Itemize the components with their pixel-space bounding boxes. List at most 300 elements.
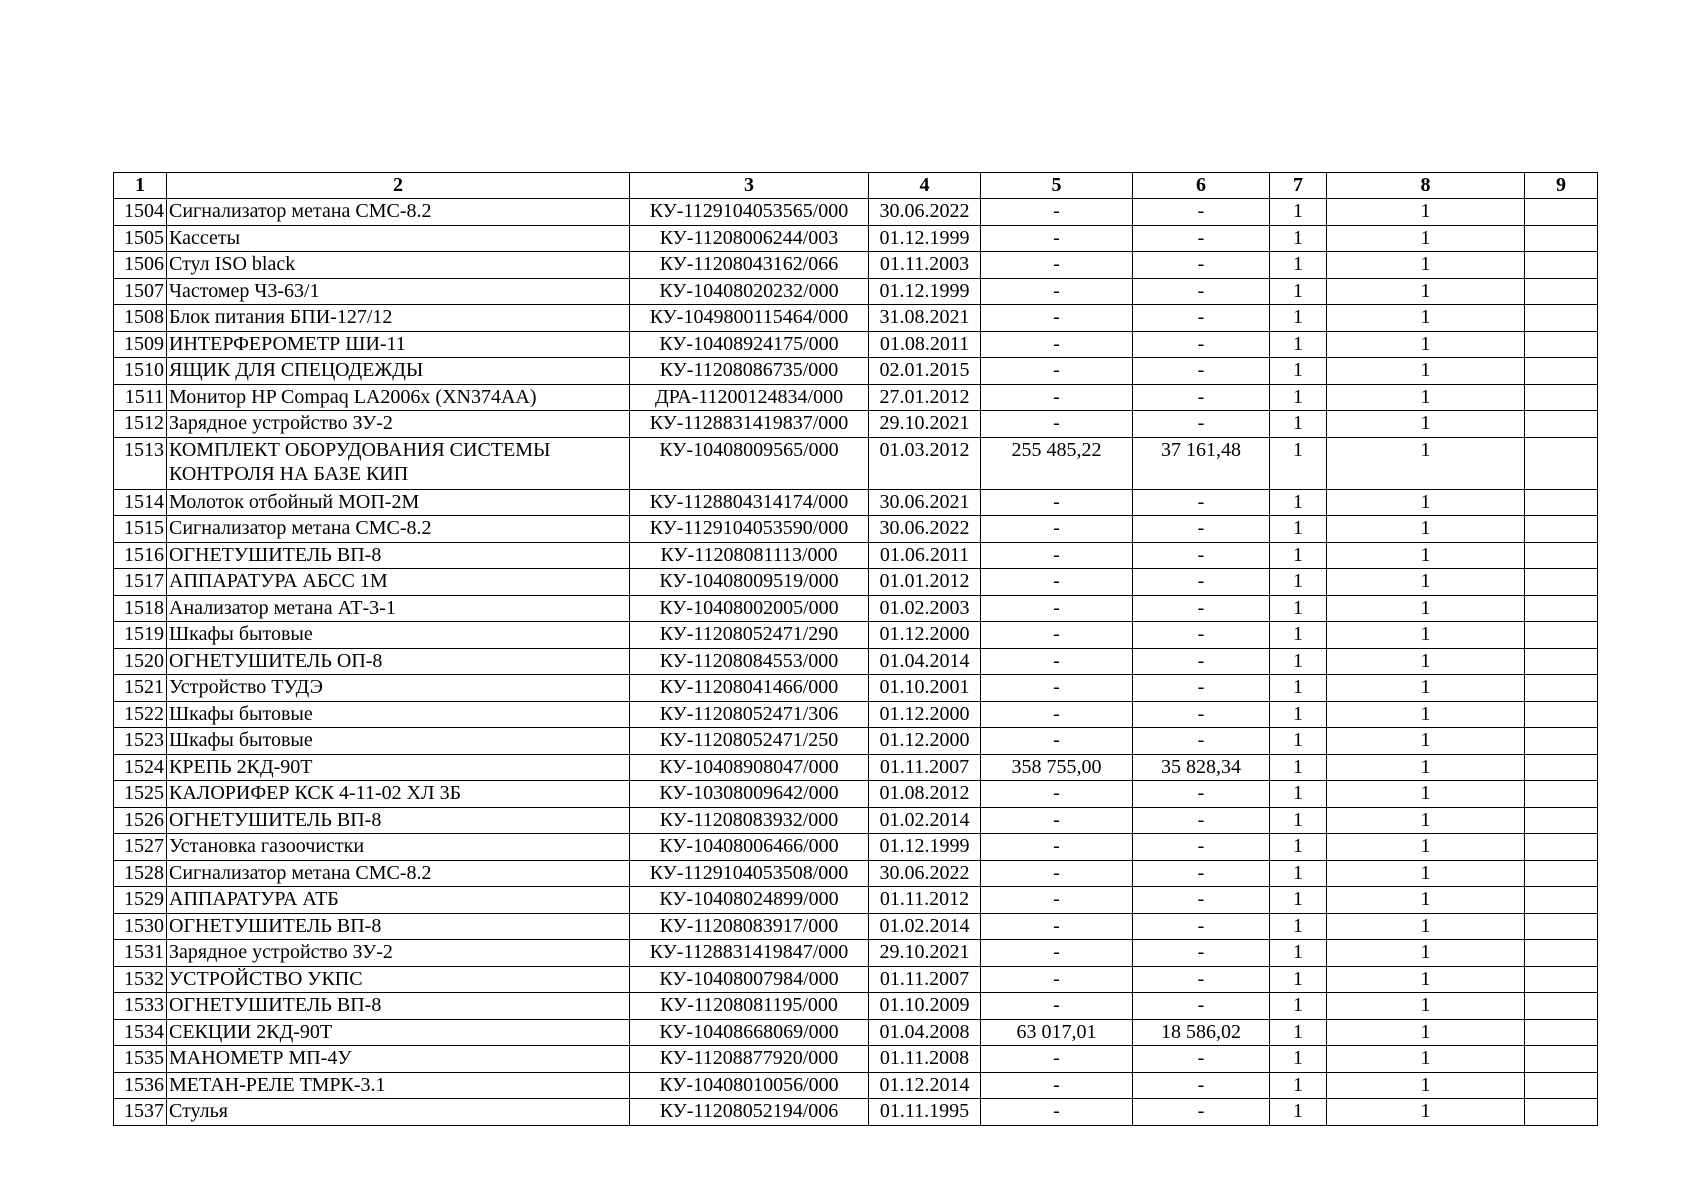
table-row: [114, 860, 1598, 887]
value-cell: -: [981, 807, 1133, 834]
row-number-cell: 1509: [114, 331, 167, 358]
inventory-code-cell: КУ-1129104053590/000: [630, 516, 869, 543]
value-cell: -: [981, 675, 1133, 702]
table-row: [114, 675, 1598, 702]
inventory-code-cell: КУ-11208052471/250: [630, 728, 869, 755]
date-cell: 01.12.2000: [869, 701, 981, 728]
count-cell: 1: [1327, 384, 1525, 411]
row-number-cell: 1524: [114, 754, 167, 781]
value-cell: -: [981, 225, 1133, 252]
date-cell: 29.10.2021: [869, 411, 981, 438]
row-number-cell: 1522: [114, 701, 167, 728]
residual-value-cell: 35 828,34: [1133, 754, 1270, 781]
quantity-cell: 1: [1270, 437, 1327, 489]
residual-value-cell: -: [1133, 728, 1270, 755]
item-name-cell: Сигнализатор метана СМС-8.2: [167, 860, 630, 887]
residual-value-cell: -: [1133, 411, 1270, 438]
table-row: [114, 1019, 1598, 1046]
inventory-code-cell: КУ-1128804314174/000: [630, 489, 869, 516]
quantity-cell: 1: [1270, 701, 1327, 728]
value-cell: -: [981, 648, 1133, 675]
row-number-cell: 1508: [114, 305, 167, 332]
count-cell: 1: [1327, 728, 1525, 755]
quantity-cell: 1: [1270, 595, 1327, 622]
count-cell: 1: [1327, 411, 1525, 438]
note-cell: [1525, 437, 1598, 489]
column-header: 7: [1270, 173, 1327, 199]
date-cell: 01.11.2012: [869, 887, 981, 914]
inventory-code-cell: КУ-11208084553/000: [630, 648, 869, 675]
residual-value-cell: -: [1133, 887, 1270, 914]
quantity-cell: 1: [1270, 675, 1327, 702]
quantity-cell: 1: [1270, 252, 1327, 279]
quantity-cell: 1: [1270, 940, 1327, 967]
table-row: [114, 305, 1598, 332]
item-name-cell: Сигнализатор метана СМС-8.2: [167, 199, 630, 226]
item-name-cell: Шкафы бытовые: [167, 728, 630, 755]
residual-value-cell: -: [1133, 542, 1270, 569]
item-name-cell: ОГНЕТУШИТЕЛЬ ВП-8: [167, 542, 630, 569]
inventory-code-cell: КУ-10408009565/000: [630, 437, 869, 489]
quantity-cell: 1: [1270, 993, 1327, 1020]
note-cell: [1525, 648, 1598, 675]
inventory-code-cell: КУ-11208052194/006: [630, 1099, 869, 1126]
table-row: [114, 834, 1598, 861]
value-cell: -: [981, 542, 1133, 569]
note-cell: [1525, 860, 1598, 887]
item-name-cell: Кассеты: [167, 225, 630, 252]
date-cell: 01.12.2000: [869, 622, 981, 649]
date-cell: 01.08.2011: [869, 331, 981, 358]
table-row: [114, 384, 1598, 411]
residual-value-cell: -: [1133, 278, 1270, 305]
table-row: [114, 437, 1598, 489]
inventory-code-cell: КУ-11208081113/000: [630, 542, 869, 569]
count-cell: 1: [1327, 913, 1525, 940]
date-cell: 02.01.2015: [869, 358, 981, 385]
table-row: [114, 569, 1598, 596]
row-number-cell: 1512: [114, 411, 167, 438]
inventory-code-cell: КУ-11208083917/000: [630, 913, 869, 940]
value-cell: -: [981, 940, 1133, 967]
residual-value-cell: -: [1133, 199, 1270, 226]
item-name-cell: ОГНЕТУШИТЕЛЬ ВП-8: [167, 913, 630, 940]
table-row: [114, 1072, 1598, 1099]
table-row: [114, 993, 1598, 1020]
note-cell: [1525, 728, 1598, 755]
value-cell: -: [981, 1099, 1133, 1126]
value-cell: 63 017,01: [981, 1019, 1133, 1046]
note-cell: [1525, 675, 1598, 702]
inventory-code-cell: КУ-1049800115464/000: [630, 305, 869, 332]
inventory-code-cell: КУ-10408009519/000: [630, 569, 869, 596]
inventory-code-cell: КУ-11208086735/000: [630, 358, 869, 385]
note-cell: [1525, 225, 1598, 252]
item-name-cell: МАНОМЕТР МП-4У: [167, 1046, 630, 1073]
date-cell: 01.02.2003: [869, 595, 981, 622]
column-header: 9: [1525, 173, 1598, 199]
row-number-cell: 1527: [114, 834, 167, 861]
value-cell: -: [981, 966, 1133, 993]
date-cell: 01.12.2000: [869, 728, 981, 755]
inventory-code-cell: КУ-1129104053508/000: [630, 860, 869, 887]
value-cell: -: [981, 516, 1133, 543]
item-name-cell: СЕКЦИИ 2КД-90Т: [167, 1019, 630, 1046]
quantity-cell: 1: [1270, 648, 1327, 675]
inventory-code-cell: КУ-10408006466/000: [630, 834, 869, 861]
row-number-cell: 1504: [114, 199, 167, 226]
date-cell: 01.11.2007: [869, 966, 981, 993]
residual-value-cell: 37 161,48: [1133, 437, 1270, 489]
note-cell: [1525, 834, 1598, 861]
note-cell: [1525, 940, 1598, 967]
date-cell: 01.08.2012: [869, 781, 981, 808]
count-cell: 1: [1327, 331, 1525, 358]
residual-value-cell: -: [1133, 358, 1270, 385]
value-cell: -: [981, 1072, 1133, 1099]
count-cell: 1: [1327, 358, 1525, 385]
count-cell: 1: [1327, 648, 1525, 675]
date-cell: 01.11.1995: [869, 1099, 981, 1126]
value-cell: -: [981, 860, 1133, 887]
table-row: [114, 595, 1598, 622]
value-cell: -: [981, 358, 1133, 385]
residual-value-cell: -: [1133, 913, 1270, 940]
date-cell: 01.12.2014: [869, 1072, 981, 1099]
residual-value-cell: -: [1133, 569, 1270, 596]
quantity-cell: 1: [1270, 622, 1327, 649]
residual-value-cell: -: [1133, 966, 1270, 993]
count-cell: 1: [1327, 860, 1525, 887]
count-cell: 1: [1327, 516, 1525, 543]
inventory-code-cell: КУ-10408020232/000: [630, 278, 869, 305]
row-number-cell: 1513: [114, 437, 167, 489]
note-cell: [1525, 489, 1598, 516]
date-cell: 01.11.2007: [869, 754, 981, 781]
row-number-cell: 1526: [114, 807, 167, 834]
row-number-cell: 1525: [114, 781, 167, 808]
row-number-cell: 1532: [114, 966, 167, 993]
inventory-code-cell: КУ-10308009642/000: [630, 781, 869, 808]
note-cell: [1525, 754, 1598, 781]
item-name-cell: Устройство ТУДЭ: [167, 675, 630, 702]
quantity-cell: 1: [1270, 1019, 1327, 1046]
table-row: [114, 754, 1598, 781]
row-number-cell: 1536: [114, 1072, 167, 1099]
date-cell: 01.11.2008: [869, 1046, 981, 1073]
table-row: [114, 966, 1598, 993]
quantity-cell: 1: [1270, 278, 1327, 305]
residual-value-cell: -: [1133, 595, 1270, 622]
date-cell: 29.10.2021: [869, 940, 981, 967]
count-cell: 1: [1327, 1019, 1525, 1046]
value-cell: -: [981, 834, 1133, 861]
table-row: [114, 358, 1598, 385]
row-number-cell: 1518: [114, 595, 167, 622]
quantity-cell: 1: [1270, 728, 1327, 755]
column-header: 5: [981, 173, 1133, 199]
item-name-cell: ЯЩИК ДЛЯ СПЕЦОДЕЖДЫ: [167, 358, 630, 385]
row-number-cell: 1519: [114, 622, 167, 649]
note-cell: [1525, 411, 1598, 438]
table-row: [114, 278, 1598, 305]
quantity-cell: 1: [1270, 199, 1327, 226]
date-cell: 01.12.1999: [869, 278, 981, 305]
value-cell: -: [981, 331, 1133, 358]
quantity-cell: 1: [1270, 569, 1327, 596]
residual-value-cell: -: [1133, 1046, 1270, 1073]
value-cell: -: [981, 728, 1133, 755]
row-number-cell: 1516: [114, 542, 167, 569]
count-cell: 1: [1327, 199, 1525, 226]
row-number-cell: 1535: [114, 1046, 167, 1073]
value-cell: 358 755,00: [981, 754, 1133, 781]
inventory-code-cell: КУ-10408668069/000: [630, 1019, 869, 1046]
count-cell: 1: [1327, 1046, 1525, 1073]
table-row: [114, 940, 1598, 967]
quantity-cell: 1: [1270, 1099, 1327, 1126]
residual-value-cell: -: [1133, 807, 1270, 834]
inventory-code-cell: КУ-11208041466/000: [630, 675, 869, 702]
date-cell: 27.01.2012: [869, 384, 981, 411]
table-row: [114, 913, 1598, 940]
residual-value-cell: -: [1133, 648, 1270, 675]
quantity-cell: 1: [1270, 807, 1327, 834]
item-name-cell: КАЛОРИФЕР КСК 4-11-02 ХЛ 3Б: [167, 781, 630, 808]
quantity-cell: 1: [1270, 489, 1327, 516]
quantity-cell: 1: [1270, 542, 1327, 569]
quantity-cell: 1: [1270, 781, 1327, 808]
inventory-code-cell: КУ-10408924175/000: [630, 331, 869, 358]
note-cell: [1525, 622, 1598, 649]
table-header-row: [114, 173, 1598, 199]
count-cell: 1: [1327, 278, 1525, 305]
note-cell: [1525, 1099, 1598, 1126]
note-cell: [1525, 358, 1598, 385]
inventory-code-cell: КУ-11208006244/003: [630, 225, 869, 252]
column-header: 8: [1327, 173, 1525, 199]
item-name-cell: ОГНЕТУШИТЕЛЬ ОП-8: [167, 648, 630, 675]
inventory-code-cell: КУ-11208081195/000: [630, 993, 869, 1020]
count-cell: 1: [1327, 1072, 1525, 1099]
residual-value-cell: -: [1133, 781, 1270, 808]
value-cell: -: [981, 622, 1133, 649]
item-name-cell: Стул ISO black: [167, 252, 630, 279]
value-cell: -: [981, 278, 1133, 305]
table-row: [114, 199, 1598, 226]
count-cell: 1: [1327, 940, 1525, 967]
date-cell: 30.06.2022: [869, 199, 981, 226]
item-name-cell: АППАРАТУРА АТБ: [167, 887, 630, 914]
note-cell: [1525, 966, 1598, 993]
note-cell: [1525, 595, 1598, 622]
inventory-code-cell: КУ-10408002005/000: [630, 595, 869, 622]
item-name-cell: Частомер Ч3-63/1: [167, 278, 630, 305]
inventory-code-cell: КУ-10408007984/000: [630, 966, 869, 993]
table-row: [114, 622, 1598, 649]
quantity-cell: 1: [1270, 411, 1327, 438]
date-cell: 30.06.2021: [869, 489, 981, 516]
residual-value-cell: -: [1133, 834, 1270, 861]
item-name-cell: Установка газоочистки: [167, 834, 630, 861]
inventory-code-cell: КУ-10408908047/000: [630, 754, 869, 781]
quantity-cell: 1: [1270, 358, 1327, 385]
date-cell: 01.04.2008: [869, 1019, 981, 1046]
row-number-cell: 1517: [114, 569, 167, 596]
date-cell: 31.08.2021: [869, 305, 981, 332]
count-cell: 1: [1327, 489, 1525, 516]
value-cell: -: [981, 701, 1133, 728]
residual-value-cell: -: [1133, 1099, 1270, 1126]
row-number-cell: 1523: [114, 728, 167, 755]
item-name-cell: Молоток отбойный МОП-2М: [167, 489, 630, 516]
note-cell: [1525, 542, 1598, 569]
date-cell: 01.06.2011: [869, 542, 981, 569]
note-cell: [1525, 569, 1598, 596]
inventory-code-cell: ДРА-11200124834/000: [630, 384, 869, 411]
value-cell: -: [981, 993, 1133, 1020]
item-name-cell: Зарядное устройство ЗУ-2: [167, 411, 630, 438]
value-cell: -: [981, 1046, 1133, 1073]
count-cell: 1: [1327, 834, 1525, 861]
inventory-code-cell: КУ-10408024899/000: [630, 887, 869, 914]
residual-value-cell: -: [1133, 860, 1270, 887]
item-name-cell: УСТРОЙСТВО УКПС: [167, 966, 630, 993]
count-cell: 1: [1327, 1099, 1525, 1126]
residual-value-cell: -: [1133, 225, 1270, 252]
item-name-cell: ОГНЕТУШИТЕЛЬ ВП-8: [167, 807, 630, 834]
quantity-cell: 1: [1270, 860, 1327, 887]
inventory-code-cell: КУ-1129104053565/000: [630, 199, 869, 226]
count-cell: 1: [1327, 542, 1525, 569]
item-name-cell: КОМПЛЕКТ ОБОРУДОВАНИЯ СИСТЕМЫ КОНТРОЛЯ НА БАЗЕ КИП: [167, 437, 630, 489]
value-cell: -: [981, 199, 1133, 226]
inventory-code-cell: КУ-11208083932/000: [630, 807, 869, 834]
residual-value-cell: -: [1133, 489, 1270, 516]
item-name-cell: Стулья: [167, 1099, 630, 1126]
table-row: [114, 542, 1598, 569]
column-header: 2: [167, 173, 630, 199]
residual-value-cell: -: [1133, 675, 1270, 702]
item-name-cell: Анализатор метана АТ-3-1: [167, 595, 630, 622]
note-cell: [1525, 1046, 1598, 1073]
quantity-cell: 1: [1270, 1072, 1327, 1099]
note-cell: [1525, 993, 1598, 1020]
date-cell: 01.04.2014: [869, 648, 981, 675]
row-number-cell: 1511: [114, 384, 167, 411]
table-row: [114, 331, 1598, 358]
table-row: [114, 807, 1598, 834]
count-cell: 1: [1327, 675, 1525, 702]
table-row: [114, 701, 1598, 728]
date-cell: 30.06.2022: [869, 516, 981, 543]
note-cell: [1525, 252, 1598, 279]
date-cell: 01.10.2001: [869, 675, 981, 702]
table-row: [114, 225, 1598, 252]
quantity-cell: 1: [1270, 225, 1327, 252]
value-cell: -: [981, 252, 1133, 279]
table-row: [114, 1046, 1598, 1073]
table-body: [114, 199, 1598, 1126]
residual-value-cell: -: [1133, 384, 1270, 411]
item-name-cell: Сигнализатор метана СМС-8.2: [167, 516, 630, 543]
note-cell: [1525, 701, 1598, 728]
residual-value-cell: -: [1133, 516, 1270, 543]
note-cell: [1525, 1019, 1598, 1046]
count-cell: 1: [1327, 622, 1525, 649]
count-cell: 1: [1327, 966, 1525, 993]
value-cell: -: [981, 411, 1133, 438]
item-name-cell: Шкафы бытовые: [167, 701, 630, 728]
count-cell: 1: [1327, 225, 1525, 252]
count-cell: 1: [1327, 701, 1525, 728]
count-cell: 1: [1327, 252, 1525, 279]
column-header: 3: [630, 173, 869, 199]
item-name-cell: ИНТЕРФЕРОМЕТР ШИ-11: [167, 331, 630, 358]
row-number-cell: 1507: [114, 278, 167, 305]
inventory-code-cell: КУ-1128831419847/000: [630, 940, 869, 967]
column-header: 1: [114, 173, 167, 199]
count-cell: 1: [1327, 993, 1525, 1020]
inventory-code-cell: КУ-11208877920/000: [630, 1046, 869, 1073]
table-row: [114, 728, 1598, 755]
inventory-table: [113, 172, 1598, 1126]
item-name-cell: ОГНЕТУШИТЕЛЬ ВП-8: [167, 993, 630, 1020]
row-number-cell: 1510: [114, 358, 167, 385]
item-name-cell: МЕТАН-РЕЛЕ ТМРК-3.1: [167, 1072, 630, 1099]
residual-value-cell: -: [1133, 1072, 1270, 1099]
inventory-code-cell: КУ-11208052471/306: [630, 701, 869, 728]
item-name-cell: Зарядное устройство ЗУ-2: [167, 940, 630, 967]
value-cell: -: [981, 887, 1133, 914]
row-number-cell: 1528: [114, 860, 167, 887]
quantity-cell: 1: [1270, 887, 1327, 914]
row-number-cell: 1514: [114, 489, 167, 516]
value-cell: -: [981, 595, 1133, 622]
residual-value-cell: -: [1133, 331, 1270, 358]
value-cell: -: [981, 489, 1133, 516]
residual-value-cell: -: [1133, 252, 1270, 279]
note-cell: [1525, 278, 1598, 305]
value-cell: -: [981, 305, 1133, 332]
count-cell: 1: [1327, 437, 1525, 489]
count-cell: 1: [1327, 305, 1525, 332]
quantity-cell: 1: [1270, 1046, 1327, 1073]
count-cell: 1: [1327, 569, 1525, 596]
date-cell: 01.10.2009: [869, 993, 981, 1020]
row-number-cell: 1521: [114, 675, 167, 702]
date-cell: 01.03.2012: [869, 437, 981, 489]
note-cell: [1525, 887, 1598, 914]
note-cell: [1525, 516, 1598, 543]
note-cell: [1525, 384, 1598, 411]
quantity-cell: 1: [1270, 384, 1327, 411]
date-cell: 01.02.2014: [869, 807, 981, 834]
table-row: [114, 887, 1598, 914]
table-row: [114, 489, 1598, 516]
row-number-cell: 1531: [114, 940, 167, 967]
count-cell: 1: [1327, 807, 1525, 834]
quantity-cell: 1: [1270, 966, 1327, 993]
residual-value-cell: -: [1133, 701, 1270, 728]
inventory-code-cell: КУ-1128831419837/000: [630, 411, 869, 438]
row-number-cell: 1506: [114, 252, 167, 279]
row-number-cell: 1505: [114, 225, 167, 252]
table-row: [114, 781, 1598, 808]
note-cell: [1525, 305, 1598, 332]
value-cell: -: [981, 913, 1133, 940]
column-header: 6: [1133, 173, 1270, 199]
